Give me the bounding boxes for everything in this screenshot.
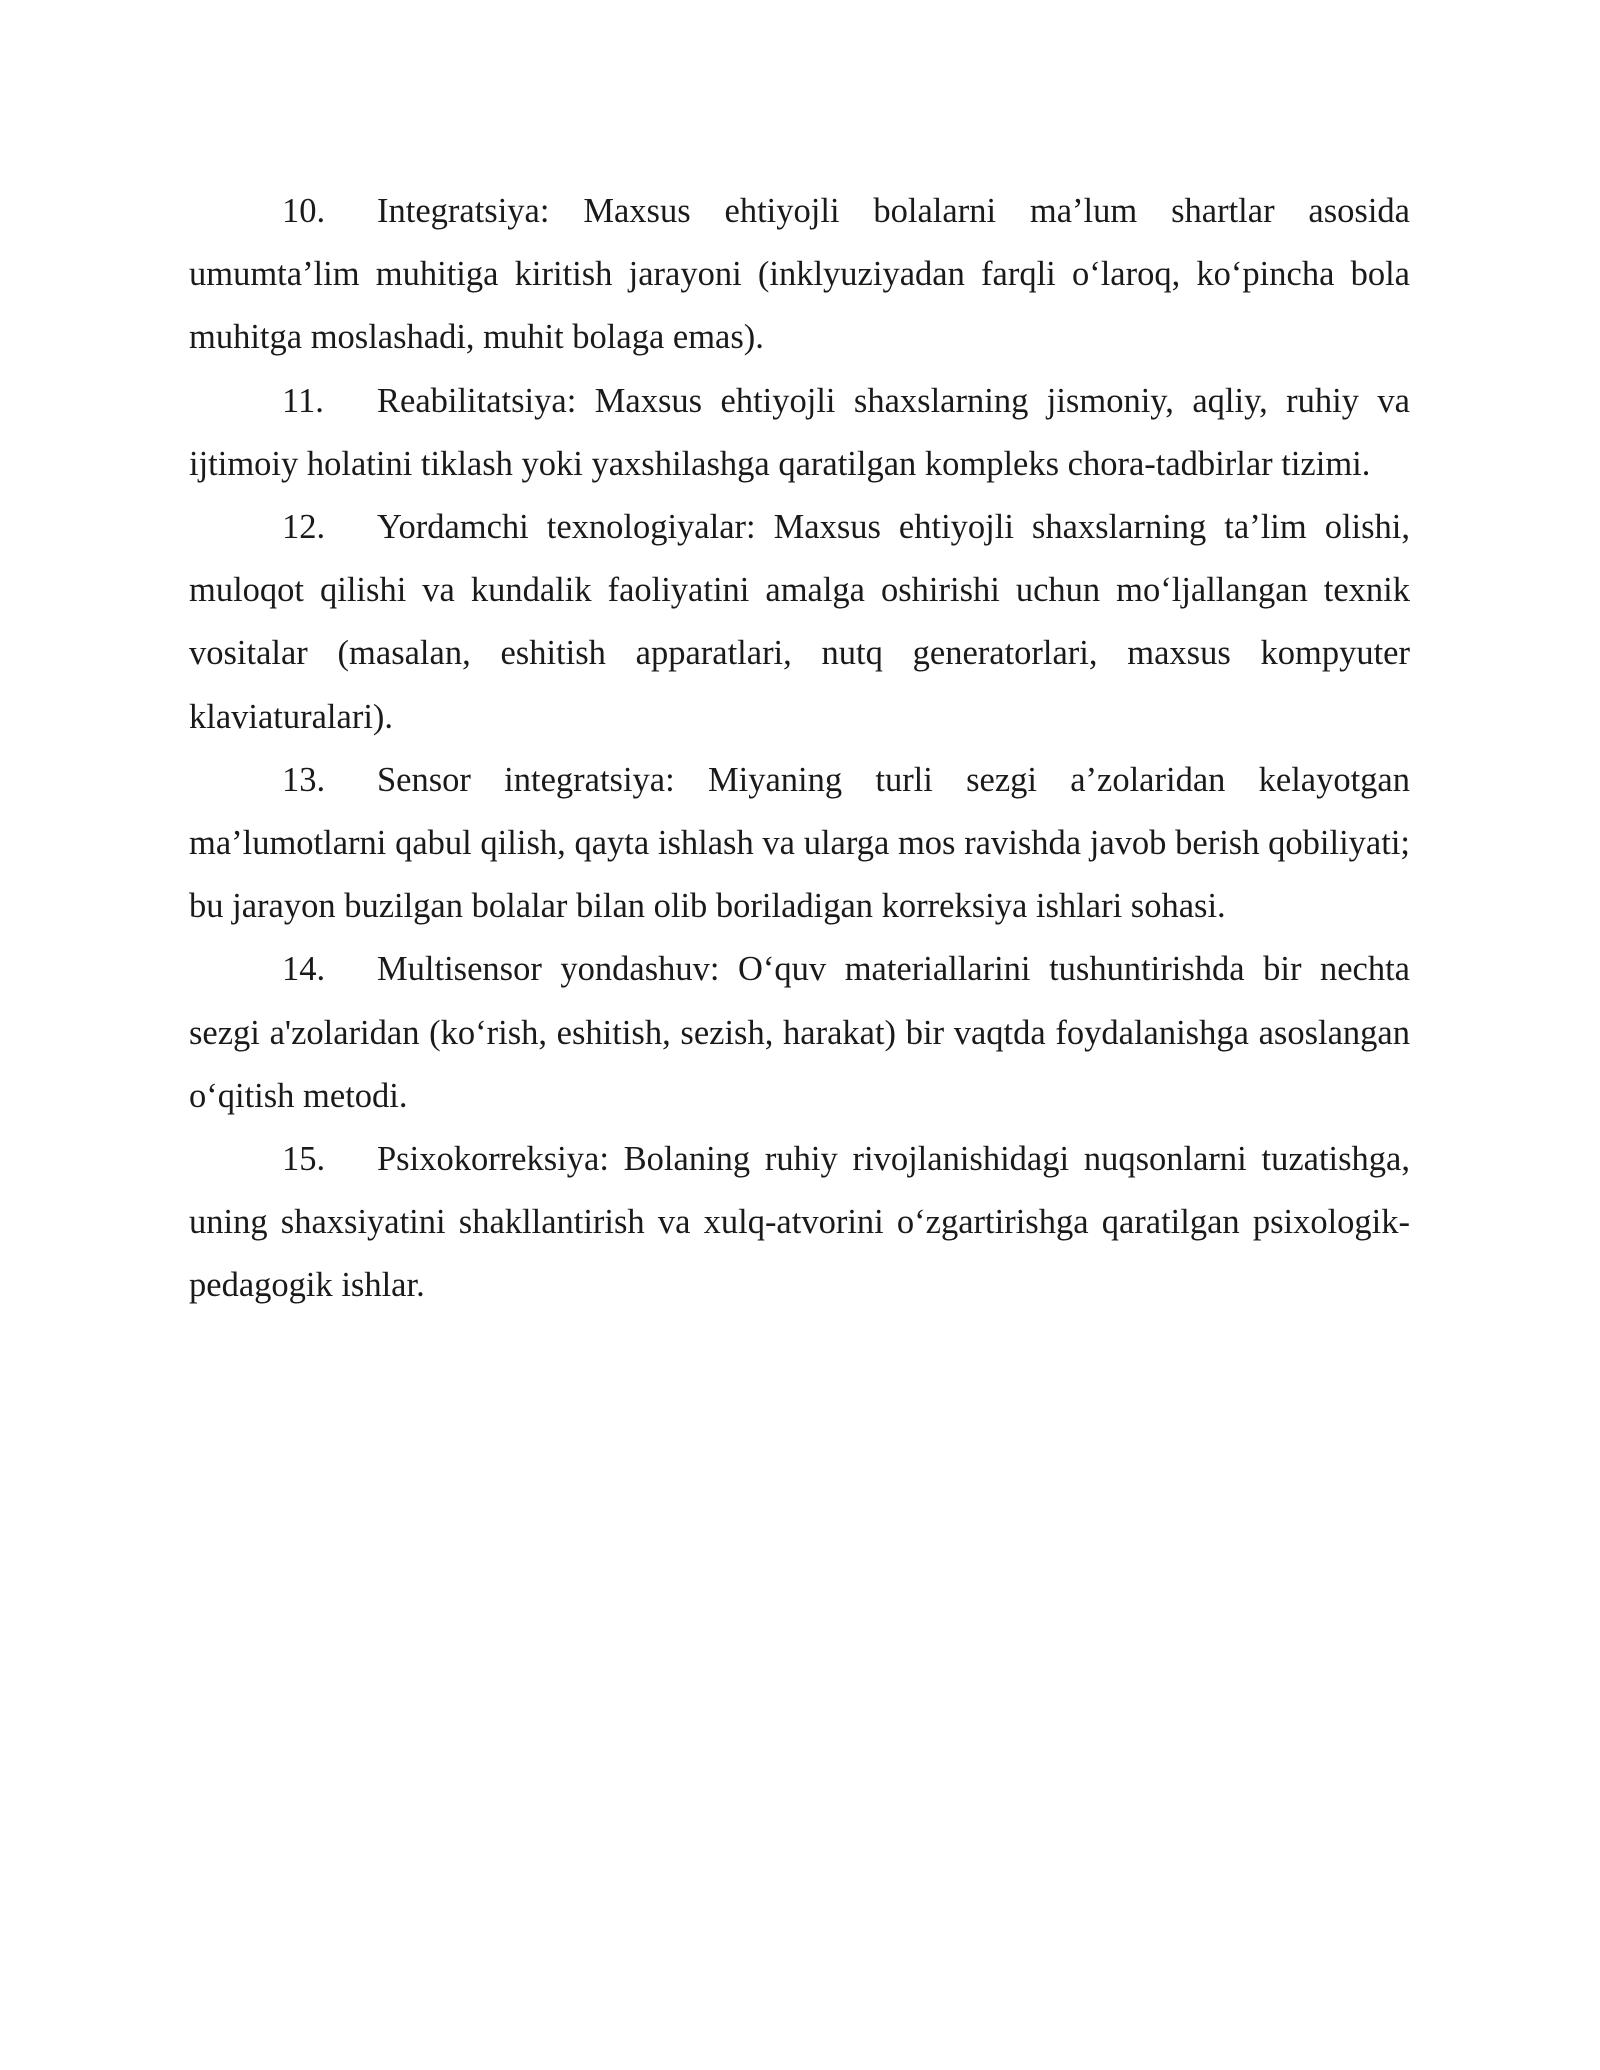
glossary-item-12 xyxy=(189,496,1410,749)
item-number: 14. xyxy=(282,950,326,989)
item-text: Multisensor yondashuv: O‘quv materiallarini tushuntirishda bir nechta sezgi a'zolaridan (ko‘rish, eshitish, sezish, harakat) bir vaqtda foydalanishga asoslangan o‘qitish metodi. xyxy=(189,950,1410,1115)
glossary-item-11 xyxy=(189,370,1410,496)
glossary-item-13 xyxy=(189,749,1410,939)
item-text: Sensor integratsiya: Miyaning turli sezgi a’zolaridan kelayotgan ma’lumotlarni qabul qilish, qayta ishlash va ularga mos ravishda javob berish qobiliyati; bu jarayon buzilgan bolalar bilan olib boriladigan korreksiya ishlari sohasi. xyxy=(189,760,1410,926)
glossary-list xyxy=(189,180,1410,1318)
item-number: 15. xyxy=(282,1140,326,1179)
item-number: 12. xyxy=(282,508,326,547)
item-number: 10. xyxy=(282,192,326,230)
item-text: Yordamchi texnologiyalar: Maxsus ehtiyojli shaxslarning ta’lim olishi, muloqot qilishi va kundalik faoliyatini amalga oshirishi uchun mo‘ljallangan texnik vositalar (masalan, eshitish apparatlari, nutq generatorlari, maxsus kompyuter klaviaturalari). xyxy=(189,508,1410,736)
item-text: Psixokorreksiya: Bolaning ruhiy rivojlanishidagi nuqsonlarni tuzatishga, uning shaxsiyatini shakllantirish va xulq-atvorini o‘zgartirishga qaratilgan psixologik-pedagogik ishlar. xyxy=(189,1140,1410,1305)
glossary-item-15 xyxy=(189,1128,1410,1318)
item-text: Integratsiya: Maxsus ehtiyojli bolalarni ma’lum shartlar asosida umumta’lim muhitiga kiritish jarayoni (inklyuziyadan farqli o‘laroq, ko‘pincha bola muhitga moslashadi, muhit bolaga emas). xyxy=(189,192,1410,357)
item-number: 13. xyxy=(282,760,326,799)
item-text: Reabilitatsiya: Maxsus ehtiyojli shaxslarning jismoniy, aqliy, ruhiy va ijtimoiy holatini tiklash yoki yaxshilashga qaratilgan kompleks chora-tadbirlar tizimi. xyxy=(189,381,1410,483)
glossary-item-14 xyxy=(189,938,1410,1128)
glossary-item-10 xyxy=(189,180,1410,370)
item-number: 11. xyxy=(282,381,324,420)
